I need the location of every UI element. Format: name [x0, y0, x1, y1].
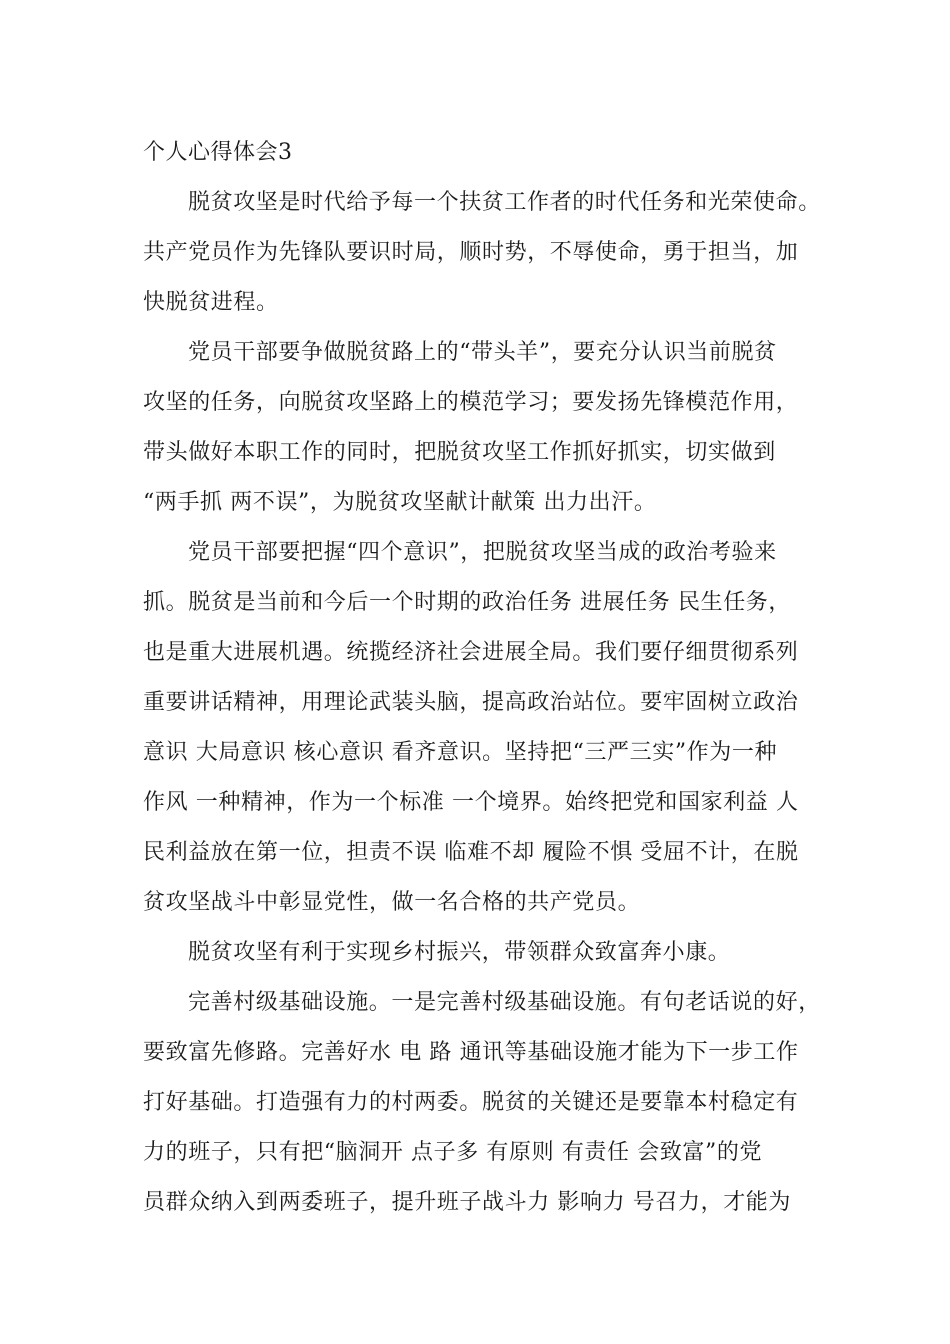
text-line: 员群众纳入到两委班子，提升班子战斗力 影响力 号召力，才能为: [143, 1190, 791, 1215]
text-line: 作风 一种精神，作为一个标准 一个境界。始终把党和国家利益 人: [143, 790, 799, 815]
text-line: 脱贫攻坚有利于实现乡村振兴，带领群众致富奔小康。: [188, 940, 731, 965]
text-line: 意识 大局意识 核心意识 看齐意识。坚持把“三严三实”作为一种: [143, 740, 778, 765]
text-line: 攻坚的任务，向脱贫攻坚路上的模范学习；要发扬先锋模范作用，: [143, 390, 799, 415]
text-line: 带头做好本职工作的同时，把脱贫攻坚工作抓好抓实，切实做到: [143, 440, 776, 465]
text-line: 要致富先修路。完善好水 电 路 通讯等基础设施才能为下一步工作: [143, 1040, 799, 1065]
text-line: 党员干部要把握“四个意识”，把脱贫攻坚当成的政治考验来: [188, 540, 777, 565]
text-line: 力的班子，只有把“脑洞开 点子多 有原则 有责任 会致富”的党: [143, 1140, 763, 1165]
text-line: 贫攻坚战斗中彰显党性，做一名合格的共产党员。: [143, 890, 641, 915]
text-line: 抓。脱贫是当前和今后一个时期的政治任务 进展任务 民生任务，: [143, 590, 791, 615]
text-line: 共产党员作为先锋队要识时局，顺时势，不辱使命，勇于担当，加: [143, 240, 799, 265]
text-line: 党员干部要争做脱贫路上的“带头羊”，要充分认识当前脱贫: [188, 340, 777, 365]
text-line: 快脱贫进程。: [143, 290, 279, 315]
text-line: 也是重大进展机遇。统揽经济社会进展全局。我们要仔细贯彻系列: [143, 640, 799, 665]
text-line: 重要讲话精神，用理论武装头脑，提高政治站位。要牢固树立政治: [143, 690, 799, 715]
text-line: 民利益放在第一位，担责不误 临难不却 履险不惧 受屈不计，在脱: [143, 840, 799, 865]
text-line: 完善村级基础设施。一是完善村级基础设施。有句老话说的好，: [188, 990, 821, 1015]
text-line: 脱贫攻坚是时代给予每一个扶贫工作者的时代任务和光荣使命。: [188, 190, 821, 215]
text-line: “两手抓 两不误”，为脱贫攻坚献计献策 出力出汗。: [143, 490, 657, 515]
text-line: 打好基础。打造强有力的村两委。脱贫的关键还是要靠本村稳定有: [143, 1090, 799, 1115]
document-title: 个人心得体会3: [143, 140, 293, 165]
